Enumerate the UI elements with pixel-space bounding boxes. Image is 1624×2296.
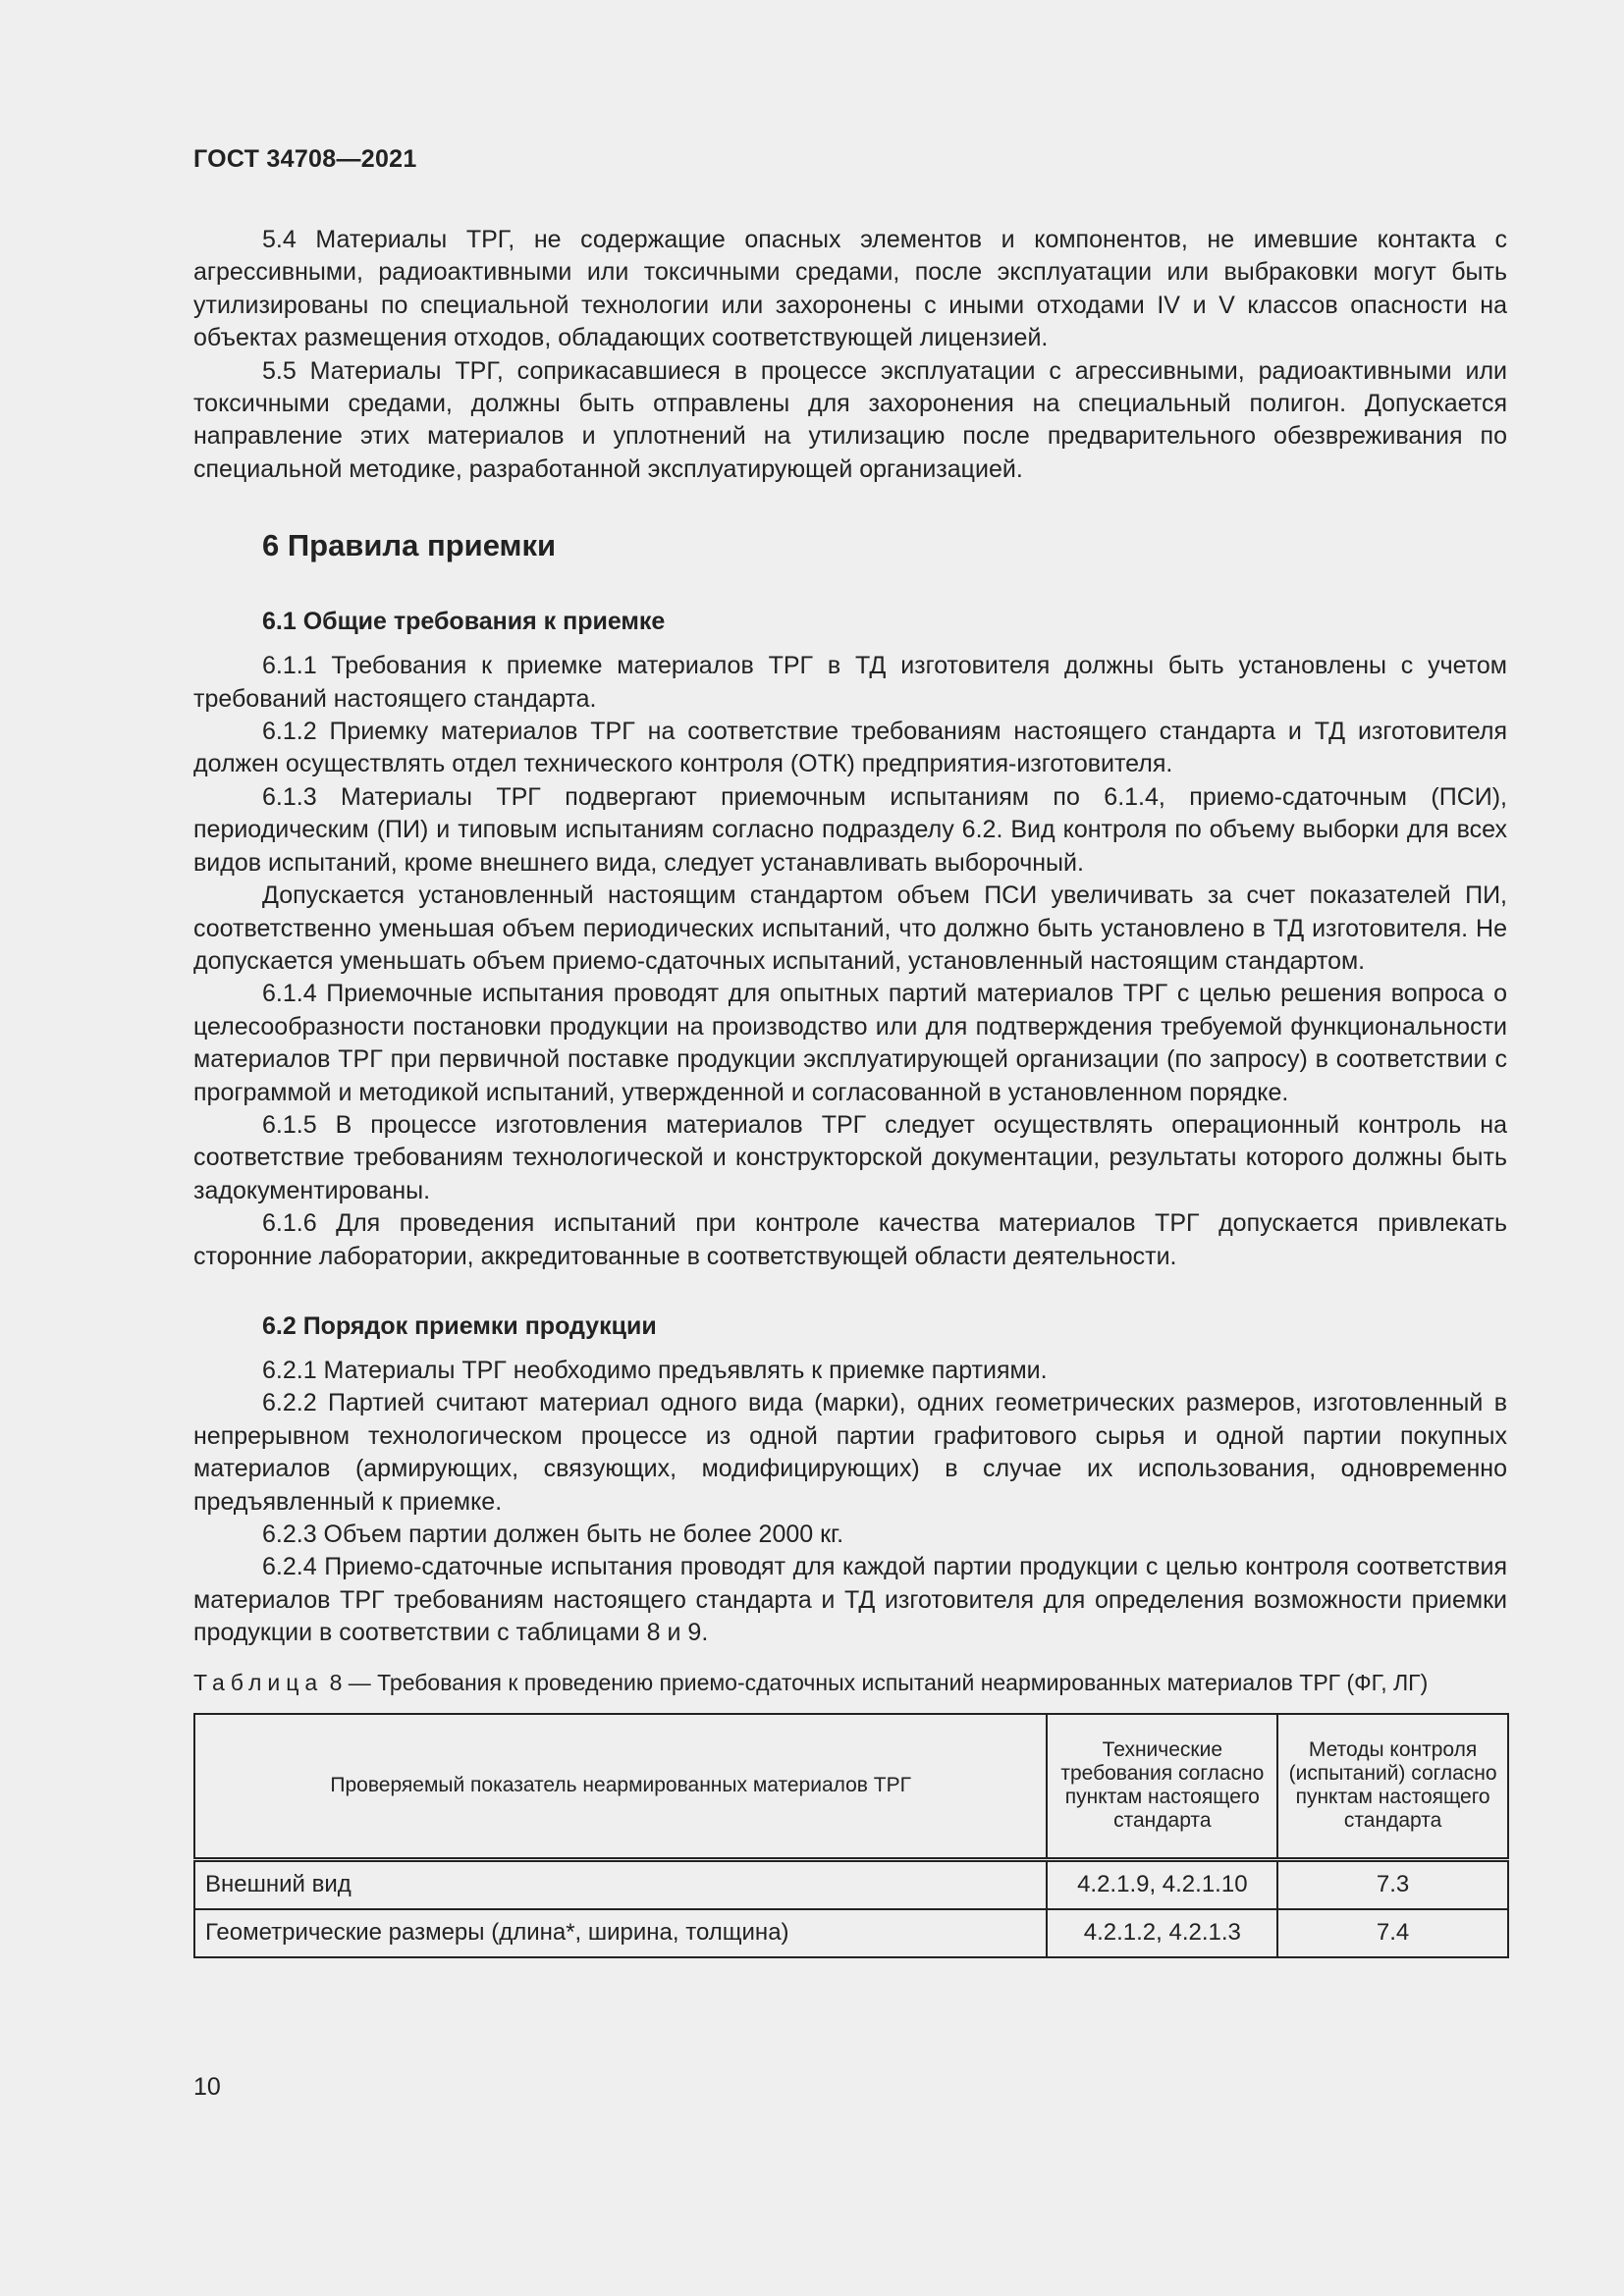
- paragraph-6-1-1: 6.1.1 Требования к приемке материалов ТРГ в ТД изготовителя должны быть установлены с учетом требований настоящего стандарта.: [193, 652, 1507, 713]
- table-header-row: [194, 1714, 1508, 1860]
- table-cell: 4.2.1.9, 4.2.1.10: [1047, 1859, 1277, 1909]
- paragraph-6-1-5: 6.1.5 В процессе изготовления материалов ТРГ следует осуществлять операционный контроль на соответствие требованиям технологической и конструкторской документации, результаты которого должны быть задокументированы.: [193, 1110, 1507, 1204]
- table-row: [194, 1909, 1508, 1957]
- paragraph-6-1-3-note: Допускается установленный настоящим стандартом объем ПСИ увеличивать за счет показателей ПИ, соответственно уменьшая объем периодических испытаний, что должно быть установлено в ТД изготовителя. Не допускается уменьшать объем приемо-сдаточных испытаний, установленный настоящим стандартом.: [193, 881, 1507, 975]
- paragraph-6-2-4: 6.2.4 Приемо-сдаточные испытания проводят для каждой партии продукции с целью контроля соответствия материалов ТРГ требованиям настоящего стандарта и ТД изготовителя для определения возможности приемки продукции в соответствии с таблицами 8 и 9.: [193, 1553, 1507, 1647]
- column-header-methods: Методы контроля (испытаний) согласно пунктам настоящего стандарта: [1277, 1714, 1508, 1860]
- paragraph-6-1-2: 6.1.2 Приемку материалов ТРГ на соответствие требованиям настоящего стандарта и ТД изготовителя должен осуществлять отдел технического контроля (ОТК) предприятия-изготовителя.: [193, 718, 1507, 778]
- page-number: 10: [193, 2073, 221, 2101]
- table-cell: 7.3: [1277, 1859, 1508, 1909]
- table-row: [194, 1859, 1508, 1909]
- section-6-2-title: 6.2 Порядок приемки продукции: [262, 1311, 657, 1340]
- table-cell: Внешний вид: [194, 1859, 1047, 1909]
- column-header-requirements: Технические требования согласно пунктам настоящего стандарта: [1047, 1714, 1277, 1860]
- paragraph-6-2-2: 6.2.2 Партией считают материал одного вида (марки), одних геометрических размеров, изготовленный в непрерывном технологическом процессе из одной партии графитового сырья и одной партии покупных материалов (армирующих, связующих, модифицирующих) в случае их использования, одновременно предъявленный к приемке.: [193, 1389, 1507, 1516]
- paragraph-6-2-3: 6.2.3 Объем партии должен быть не более 2000 кг.: [262, 1521, 844, 1548]
- paragraph-6-1-4: 6.1.4 Приемочные испытания проводят для опытных партий материалов ТРГ с целью решения вопроса о целесообразности постановки продукции на производство или для подтверждения требуемой функциональности материалов ТРГ при первичной поставке продукции эксплуатирующей организации (по запросу) в соответствии с программой и методикой испытаний, утвержденной и согласованной в установленном порядке.: [193, 980, 1507, 1106]
- table-cell: 4.2.1.2, 4.2.1.3: [1047, 1909, 1277, 1957]
- paragraph-6-1-3: 6.1.3 Материалы ТРГ подвергают приемочным испытаниям по 6.1.4, приемо-сдаточным (ПСИ), периодическим (ПИ) и типовым испытаниям согласно подразделу 6.2. Вид контроля по объему выборки для всех видов испытаний, кроме внешнего вида, следует устанавливать выборочный.: [193, 782, 1507, 877]
- table-8: [193, 1713, 1509, 1958]
- table-caption-label: Таблица: [193, 1669, 324, 1695]
- table-cell: 7.4: [1277, 1909, 1508, 1957]
- table-caption-text: 8 — Требования к проведению приемо-сдаточных испытаний неармированных материалов ТРГ (ФГ, ЛГ): [329, 1669, 1429, 1695]
- paragraph-6-2-1: 6.2.1 Материалы ТРГ необходимо предъявлять к приемке партиями.: [262, 1356, 1048, 1384]
- column-header-indicator: Проверяемый показатель неармированных материалов ТРГ: [194, 1714, 1047, 1860]
- document-header: ГОСТ 34708—2021: [193, 145, 417, 173]
- document-body: [193, 224, 1507, 1958]
- paragraph-6-1-6: 6.1.6 Для проведения испытаний при контроле качества материалов ТРГ допускается привлекать сторонние лаборатории, аккредитованные в соответствующей области деятельности.: [193, 1209, 1507, 1270]
- table-cell: Геометрические размеры (длина*, ширина, толщина): [194, 1909, 1047, 1957]
- section-6-title: 6 Правила приемки: [262, 528, 557, 563]
- paragraph-5-5: 5.5 Материалы ТРГ, соприкасавшиеся в процессе эксплуатации с агрессивными, радиоактивными или токсичными средами, должны быть отправлены для захоронения на специальный полигон. Допускается направление этих материалов и уплотнений на утилизацию после предварительного обезвреживания по специальной методике, разработанной эксплуатирующей организацией.: [193, 356, 1507, 483]
- section-6-1-title: 6.1 Общие требования к приемке: [262, 608, 666, 636]
- table-8-caption: [193, 1668, 1507, 1697]
- paragraph-5-4: 5.4 Материалы ТРГ, не содержащие опасных элементов и компонентов, не имевшие контакта с агрессивными, радиоактивными или токсичными средами, после эксплуатации или выбраковки могут быть утилизированы по специальной технологии или захоронены с иными отходами IV и V классов опасности на объектах размещения отходов, обладающих соответствующей лицензией.: [193, 226, 1507, 352]
